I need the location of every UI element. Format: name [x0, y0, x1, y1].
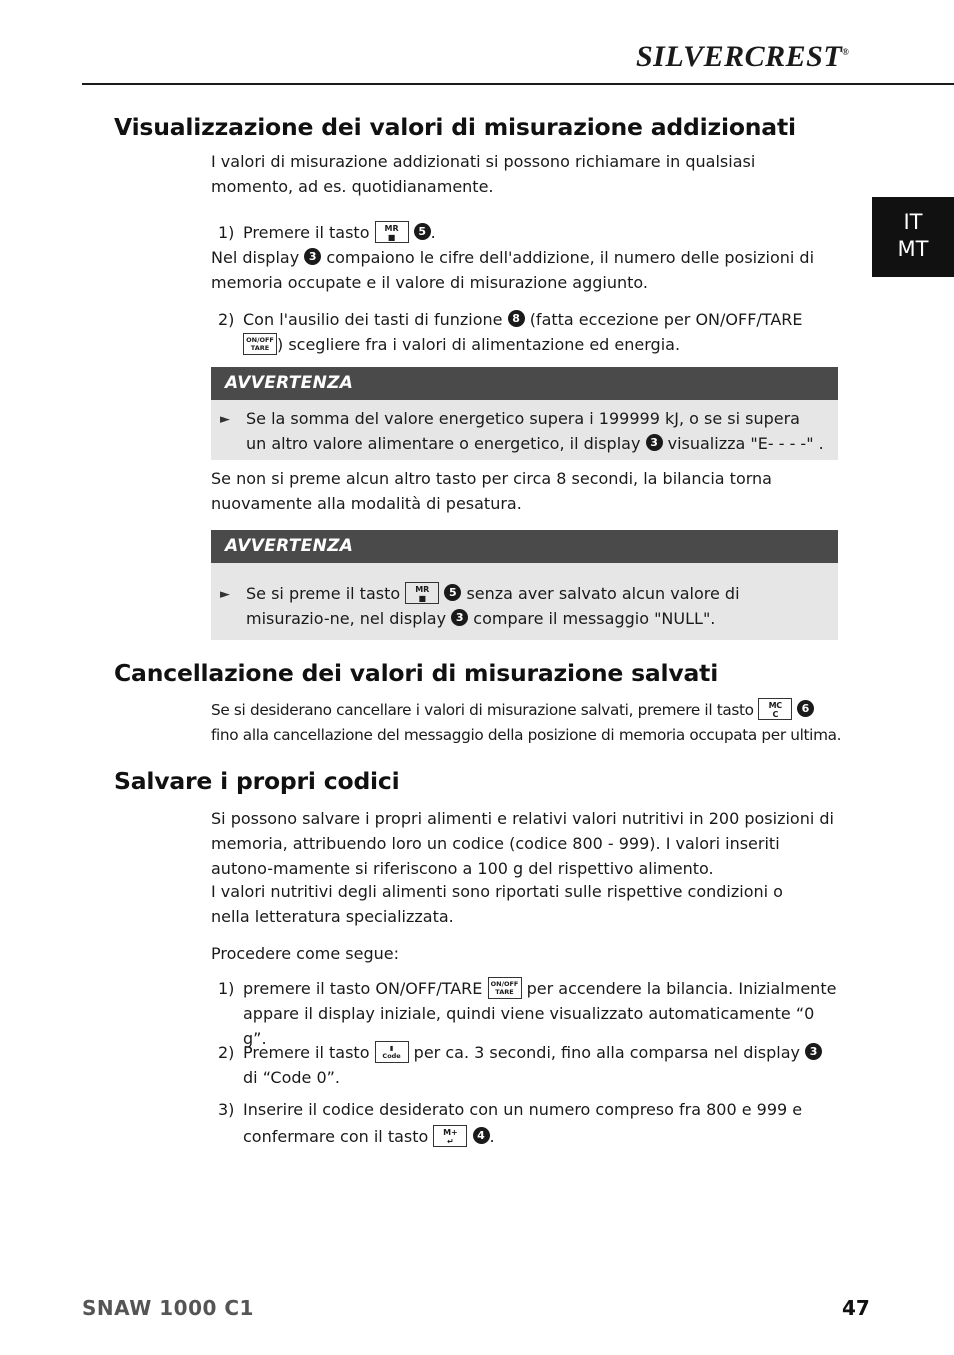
section-title-delete-values: Cancellazione dei valori di misurazione salvati: [114, 659, 719, 687]
arrow-icon: ►: [220, 587, 230, 602]
sum-step-2: 2) Con l'ausilio dei tasti di funzione 8 (fatta eccezione per ON/OFF/TARE ON/OFF TARE ) scegliere fra i valori di alimentazione ed energia.: [218, 310, 803, 354]
note-header: AVVERTENZA: [211, 530, 838, 563]
arrow-icon: ►: [220, 412, 230, 427]
mr-key-icon: MR ■: [375, 221, 409, 243]
codes-step-3: 3) Inserire il codice desiderato con un numero compreso fra 800 e 999 e confermare con il tasto M+ ↵ 4 .: [218, 1100, 803, 1146]
mr-key-icon: MR ■: [405, 582, 439, 604]
page-number: 47: [842, 1296, 870, 1320]
lang-it: IT: [903, 210, 923, 234]
marker-5: 5: [444, 584, 461, 601]
marker-5: 5: [414, 223, 431, 240]
marker-3: 3: [805, 1043, 822, 1060]
codes-step-1: 1) premere il tasto ON/OFF/TARE ON/OFF TARE per accendere la bilancia. Inizialmente appare il display iniziale, quindi viene visualizzato automaticamente “0 g”.: [218, 976, 840, 1051]
delete-text: Se si desiderano cancellare i valori di misurazione salvati, premere il tasto MC C 6 fino alla cancellazione del messaggio della posizione di memoria occupata per ultima.: [211, 698, 843, 748]
codes-step-2: 2) Premere il tasto ▮ Code per ca. 3 secondi, fino alla comparsa nel display 3 di “Code 0”.: [218, 1040, 840, 1090]
sum-intro: I valori di misurazione addizionati si possono richiamare in qualsiasi momento, ad es. quotidianamente.: [211, 152, 756, 196]
code-key-icon: ▮ Code: [375, 1041, 409, 1063]
header-rule: [82, 83, 954, 85]
sum-step-1: 1) Premere il tasto MR ■ 5 .: [218, 220, 840, 245]
codes-para-2: I valori nutritivi degli alimenti sono riportati sulle rispettive condizioni o nella letteratura specializzata.: [211, 882, 783, 926]
codes-para-1: Si possono salvare i propri alimenti e relativi valori nutritivi in 200 posizioni di memoria, attribuendo loro un codice (codice 800 - 999). I valori inseriti autono-mamente si riferiscono a 100 g del rispettivo alimento.: [211, 809, 834, 878]
marker-3: 3: [304, 248, 321, 265]
timeout-text: Se non si preme alcun altro tasto per circa 8 secondi, la bilancia torna nuovamente alla modalità di pesatura.: [211, 469, 772, 513]
lang-mt: MT: [897, 237, 929, 261]
note-box-1: [211, 367, 838, 460]
marker-4: 4: [473, 1127, 490, 1144]
note-box-2: [211, 530, 838, 640]
footer-model: SNAW 1000 C1: [82, 1296, 254, 1320]
mplus-key-icon: M+ ↵: [433, 1125, 467, 1147]
brand-logo: SILVERCREST®: [636, 40, 850, 73]
marker-6: 6: [797, 700, 814, 717]
mc-key-icon: MC C: [758, 698, 792, 720]
marker-3: 3: [451, 609, 468, 626]
marker-3: 3: [646, 434, 663, 451]
note-header: AVVERTENZA: [211, 367, 838, 400]
section-title-own-codes: Salvare i propri codici: [114, 767, 400, 795]
note-body: ► Se la somma del valore energetico supera i 199999 kJ, o se si supera un altro valore alimentare o energetico, il display 3 visualizza "E- - - -" .: [220, 409, 824, 453]
procedure-label: Procedere come segue:: [211, 944, 399, 963]
marker-8: 8: [508, 310, 525, 327]
sum-step-1-detail: Nel display 3 compaiono le cifre dell'addizione, il numero delle posizioni di memoria occupate e il valore di misurazione aggiunto.: [211, 248, 815, 292]
onoff-tare-key-icon: ON/OFF TARE: [243, 333, 277, 355]
language-tab: [872, 197, 954, 277]
section-title-sum-values: Visualizzazione dei valori di misurazione addizionati: [114, 113, 796, 141]
note-body: ► Se si preme il tasto MR ■ 5 senza aver salvato alcun valore di misurazio-ne, nel display 3 compare il messaggio "NULL".: [211, 563, 838, 637]
onoff-tare-key-icon: ON/OFF TARE: [488, 977, 522, 999]
